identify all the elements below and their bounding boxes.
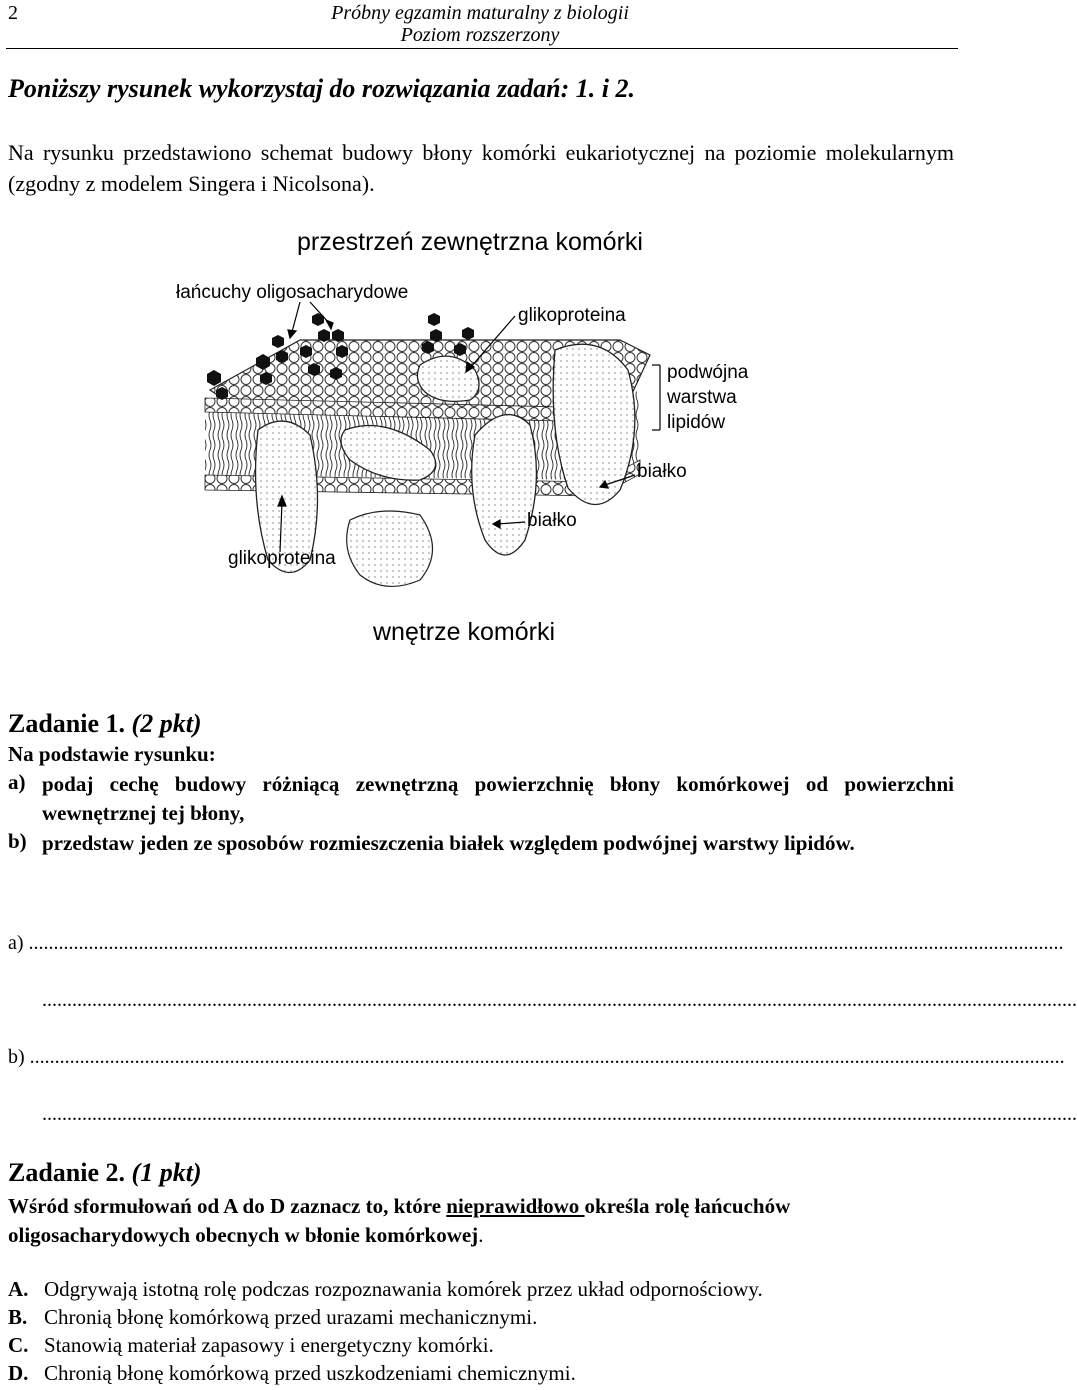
label-protein-2: białko bbox=[527, 510, 577, 531]
option-d-text: Chronią błonę komórkową przed uszkodzeniami chemicznymi. bbox=[44, 1361, 576, 1385]
label-oligosaccharide-chains: łańcuchy oligosacharydowe bbox=[176, 282, 409, 303]
answer-dots: ............................................................................................................................................................................................................... bbox=[29, 1046, 1065, 1068]
answer-b-label: b) bbox=[8, 1046, 25, 1068]
protein-right bbox=[553, 344, 635, 504]
membrane-figure bbox=[0, 220, 960, 690]
label-glycoprotein-bottom: glikoproteina bbox=[228, 548, 336, 569]
option-d-letter: D. bbox=[8, 1361, 29, 1385]
task2-instr-before: Wśród sformułowań od A do D zaznacz to, które bbox=[8, 1194, 447, 1218]
intro-heading: Poniższy rysunek wykorzystaj do rozwiązania zadań: 1. i 2. bbox=[8, 74, 635, 103]
task1-points: (2 pkt) bbox=[131, 709, 202, 738]
label-protein-1: białko bbox=[637, 461, 687, 482]
task2-points: (1 pkt) bbox=[131, 1158, 202, 1187]
label-double-layer-line2: warstwa bbox=[667, 387, 737, 408]
task2-instr-end: . bbox=[478, 1223, 484, 1247]
answer-line-b1[interactable] bbox=[8, 1046, 1065, 1069]
answer-a-label: a) bbox=[8, 932, 24, 954]
task2-instruction bbox=[8, 1192, 954, 1250]
task1-title bbox=[8, 709, 202, 739]
task1-item-a-label: a) bbox=[8, 770, 26, 794]
task1-item-b bbox=[8, 829, 954, 858]
task2-title bbox=[8, 1158, 202, 1188]
header-title: Próbny egzamin maturalny z biologii bbox=[331, 2, 629, 24]
task2-instr-after: określa rolę łańcuchów oligosacharydowych obecnych w błonie komórkowej bbox=[8, 1194, 791, 1247]
intro-text: Na rysunku przedstawiono schemat budowy błony komórki eukariotycznej na poziomie molekularnym (zgodny z modelem Singera i Nicolsona). bbox=[8, 140, 954, 196]
option-a[interactable] bbox=[8, 1277, 763, 1302]
label-double-layer-line3: lipidów bbox=[667, 412, 726, 433]
label-outside-space: przestrzeń zewnętrzna komórki bbox=[297, 228, 643, 256]
option-c-letter: C. bbox=[8, 1333, 29, 1357]
answer-dots: ............................................................................................................................................................................................................... bbox=[28, 932, 1064, 954]
answer-line-b2[interactable]: ............................................................................................................................................................................................................... bbox=[42, 1103, 1077, 1125]
task1-item-b-label: b) bbox=[8, 829, 27, 853]
page-number: 2 bbox=[8, 2, 18, 24]
protein-middle bbox=[472, 415, 537, 555]
option-d[interactable] bbox=[8, 1361, 576, 1386]
label-double-layer-line1: podwójna bbox=[667, 362, 749, 383]
option-a-text: Odgrywają istotną rolę podczas rozpoznawania komórek przez układ odpornościowy. bbox=[44, 1277, 763, 1301]
header-subtitle: Poziom rozszerzony bbox=[400, 24, 560, 46]
task1-item-b-text: przedstaw jeden ze sposobów rozmieszczenia białek względem podwójnej warstwy lipidów. bbox=[42, 831, 855, 855]
answer-line-a1[interactable] bbox=[8, 932, 1064, 955]
header-divider bbox=[6, 48, 958, 49]
task1-title-text: Zadanie 1. bbox=[8, 709, 126, 738]
label-cell-interior: wnętrze komórki bbox=[373, 618, 555, 646]
label-double-layer bbox=[667, 360, 748, 435]
task2-title-text: Zadanie 2. bbox=[8, 1158, 126, 1187]
option-c[interactable] bbox=[8, 1333, 494, 1358]
task1-intro: Na podstawie rysunku: bbox=[8, 742, 216, 766]
task2-instr-underlined: nieprawidłowo bbox=[446, 1194, 585, 1218]
task1-item-a-text: podaj cechę budowy różniącą zewnętrzną powierzchnię błony komórkowej od powierzchni wewnętrznej tej błony, bbox=[42, 772, 954, 825]
option-a-letter: A. bbox=[8, 1277, 29, 1301]
option-b-text: Chronią błonę komórkową przed urazami mechanicznymi. bbox=[44, 1305, 538, 1329]
label-glycoprotein-top: glikoproteina bbox=[518, 305, 626, 326]
option-b-letter: B. bbox=[8, 1305, 28, 1329]
protein-bottom bbox=[347, 511, 433, 586]
answer-line-a2[interactable]: ............................................................................................................................................................................................................... bbox=[42, 989, 1077, 1011]
option-b[interactable] bbox=[8, 1305, 537, 1330]
task1-item-a bbox=[8, 770, 954, 828]
option-c-text: Stanowią materiał zapasowy i energetyczny komórki. bbox=[44, 1333, 494, 1357]
